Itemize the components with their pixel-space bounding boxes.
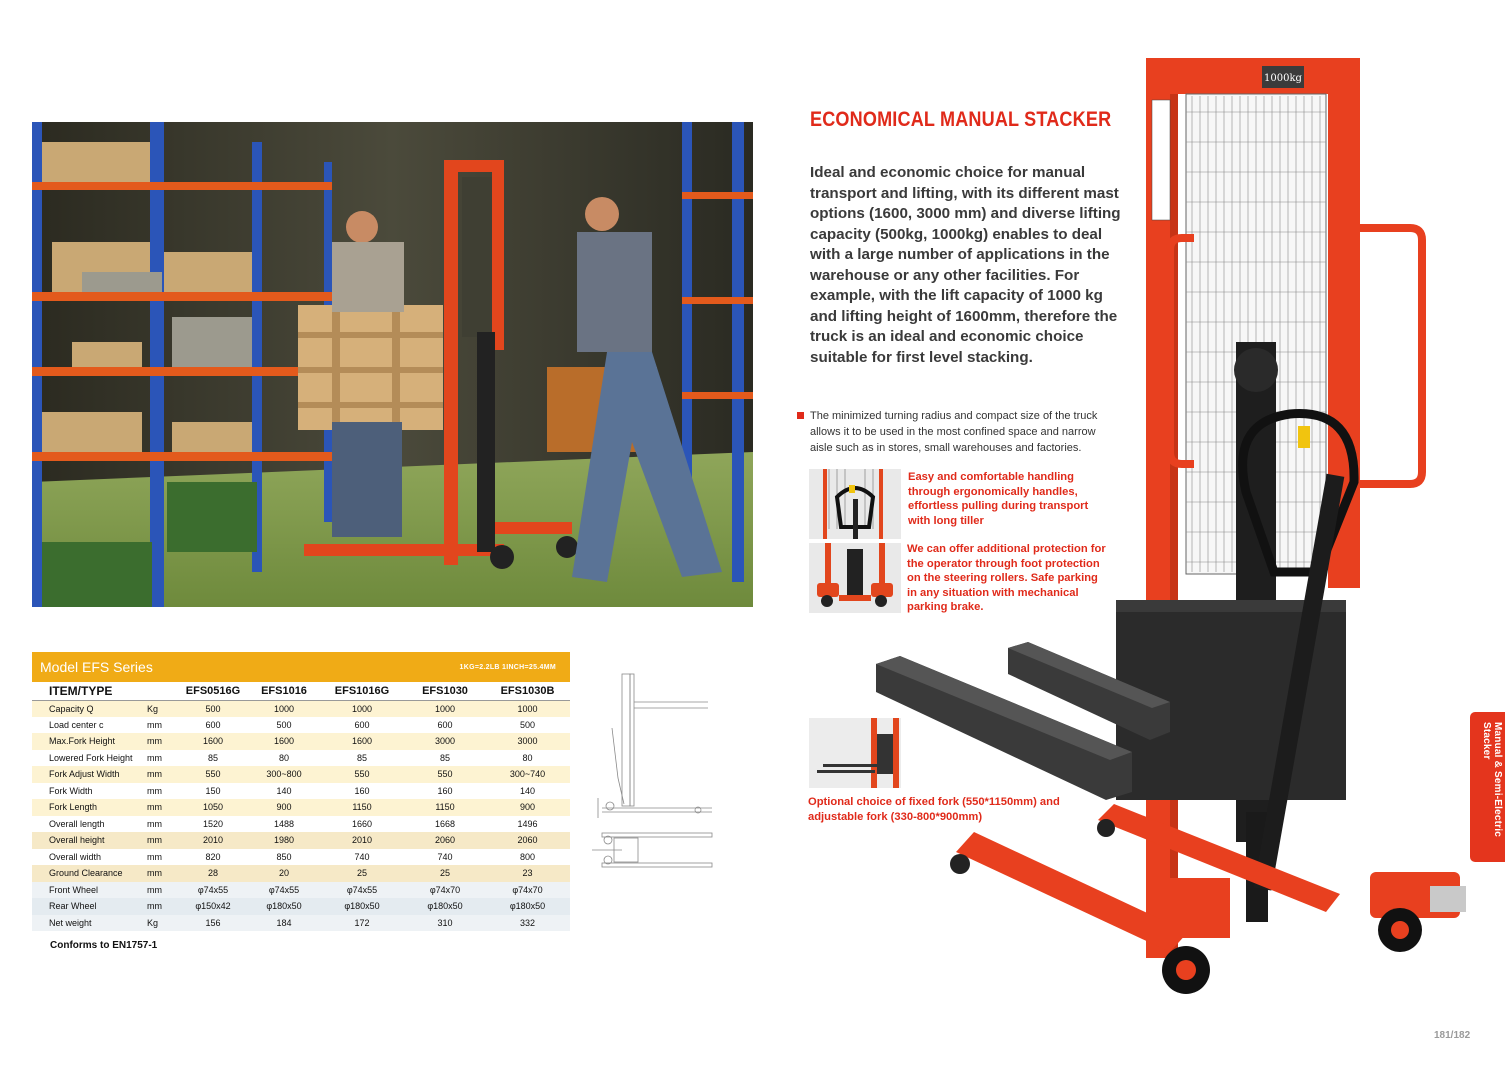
row-value: 2060: [485, 832, 570, 849]
table-row: [32, 898, 570, 915]
row-value: 80: [249, 750, 319, 767]
table-row: [32, 816, 570, 833]
row-label: Lowered Fork Height: [32, 750, 143, 767]
table-row: [32, 832, 570, 849]
bullet-text: The minimized turning radius and compact size of the truck allows it to be used in the most confined space and narrow aisle such as in stores, small warehouses and factories.: [810, 410, 1098, 454]
col-header: EFS1016G: [319, 682, 405, 700]
row-value: φ74x55: [177, 882, 249, 899]
feature-text-foot-protection: We can offer additional protection for the operator through foot protection on the steering rollers. Safe parking in any situation with mechanical parking brake.: [907, 543, 1106, 614]
row-value: 500: [485, 717, 570, 734]
row-unit: Kg: [143, 915, 177, 932]
row-value: 1600: [249, 733, 319, 750]
row-value: 1000: [249, 700, 319, 717]
row-value: 310: [405, 915, 485, 932]
row-unit: mm: [143, 750, 177, 767]
row-value: 23: [485, 865, 570, 882]
table-row: [32, 766, 570, 783]
row-value: φ180x50: [249, 898, 319, 915]
feature-text-handle: Easy and comfortable handling through ergonomically handles, effortless pulling during transport with long tiller: [908, 471, 1089, 527]
table-row: [32, 783, 570, 800]
row-value: 85: [405, 750, 485, 767]
row-value: 1668: [405, 816, 485, 833]
row-label: Overall length: [32, 816, 143, 833]
table-row: [32, 750, 570, 767]
row-value: φ180x50: [319, 898, 405, 915]
technical-drawing: [588, 668, 728, 890]
row-value: 900: [485, 799, 570, 816]
row-value: 740: [319, 849, 405, 866]
row-value: φ150x42: [177, 898, 249, 915]
col-header: [143, 682, 177, 700]
row-value: 1660: [319, 816, 405, 833]
spec-table-header-bar: [32, 652, 570, 682]
row-value: 160: [405, 783, 485, 800]
row-value: 550: [177, 766, 249, 783]
row-value: 1600: [319, 733, 405, 750]
page-title: ECONOMICAL MANUAL STACKER: [810, 108, 1112, 131]
table-row: [32, 700, 570, 717]
row-value: 150: [177, 783, 249, 800]
conformity-note: Conforms to EN1757-1: [50, 940, 158, 951]
row-value: 800: [485, 849, 570, 866]
row-unit: mm: [143, 783, 177, 800]
row-value: 140: [485, 783, 570, 800]
row-label: Rear Wheel: [32, 898, 143, 915]
table-row: [32, 733, 570, 750]
row-value: 2010: [177, 832, 249, 849]
row-value: 600: [177, 717, 249, 734]
row-unit: mm: [143, 865, 177, 882]
row-label: Capacity Q: [32, 700, 143, 717]
row-value: φ74x70: [485, 882, 570, 899]
row-value: 1520: [177, 816, 249, 833]
row-value: φ74x55: [249, 882, 319, 899]
row-value: 85: [319, 750, 405, 767]
row-value: 1496: [485, 816, 570, 833]
row-unit: mm: [143, 832, 177, 849]
row-label: Fork Width: [32, 783, 143, 800]
spec-header-row: [32, 682, 570, 700]
row-value: 550: [405, 766, 485, 783]
row-value: φ74x55: [319, 882, 405, 899]
row-unit: mm: [143, 799, 177, 816]
spec-table-panel: [32, 652, 570, 931]
col-header: EFS0516G: [177, 682, 249, 700]
row-value: 1150: [405, 799, 485, 816]
row-value: 1150: [319, 799, 405, 816]
intro-paragraph: Ideal and economic choice for manual transport and lifting, with its different mast options (1600, 3000 mm) and diverse lifting capacity (500kg, 1000kg) enables to deal with a large number of applications in the warehouse or any other facilities. For example, with the lift capacity of 1000 kg and lifting height of 1600mm, therefore the truck is an ideal and economic choice suitable for first level stacking.: [810, 164, 1121, 366]
row-value: 2060: [405, 832, 485, 849]
row-value: 300~740: [485, 766, 570, 783]
row-value: 156: [177, 915, 249, 932]
row-value: 1000: [319, 700, 405, 717]
row-value: 1600: [177, 733, 249, 750]
row-label: Overall height: [32, 832, 143, 849]
row-label: Max.Fork Height: [32, 733, 143, 750]
col-header: ITEM/TYPE: [32, 682, 143, 700]
row-value: 820: [177, 849, 249, 866]
table-row: [32, 882, 570, 899]
row-value: 500: [249, 717, 319, 734]
row-value: 28: [177, 865, 249, 882]
row-value: 85: [177, 750, 249, 767]
feature-text-forks: Optional choice of fixed fork (550*1150mm) and adjustable fork (330-800*900mm): [808, 796, 1060, 823]
row-value: 184: [249, 915, 319, 932]
page-number: 181/182: [1434, 1030, 1471, 1041]
row-value: φ74x70: [405, 882, 485, 899]
row-unit: mm: [143, 766, 177, 783]
row-unit: mm: [143, 898, 177, 915]
row-label: Net weight: [32, 915, 143, 932]
table-row: [32, 865, 570, 882]
row-value: 300~800: [249, 766, 319, 783]
row-unit: Kg: [143, 700, 177, 717]
row-value: 500: [177, 700, 249, 717]
spec-table: [32, 682, 570, 931]
table-row: [32, 849, 570, 866]
row-label: Overall width: [32, 849, 143, 866]
row-value: 1980: [249, 832, 319, 849]
row-value: 2010: [319, 832, 405, 849]
row-value: 20: [249, 865, 319, 882]
row-value: 160: [319, 783, 405, 800]
row-value: 25: [319, 865, 405, 882]
row-value: φ180x50: [485, 898, 570, 915]
row-value: 3000: [405, 733, 485, 750]
row-unit: mm: [143, 816, 177, 833]
row-value: 850: [249, 849, 319, 866]
bullet-square-icon: [797, 412, 804, 419]
row-value: 1488: [249, 816, 319, 833]
col-header: EFS1030B: [485, 682, 570, 700]
row-unit: mm: [143, 849, 177, 866]
unit-conversion-note: 1KG=2.2LB 1INCH=25.4MM: [459, 663, 556, 671]
row-unit: mm: [143, 717, 177, 734]
warehouse-photo: [32, 122, 753, 607]
row-value: 740: [405, 849, 485, 866]
row-label: Ground Clearance: [32, 865, 143, 882]
row-value: 1000: [405, 700, 485, 717]
row-value: 600: [405, 717, 485, 734]
row-value: 550: [319, 766, 405, 783]
row-value: 172: [319, 915, 405, 932]
row-value: 3000: [485, 733, 570, 750]
table-row: [32, 799, 570, 816]
warehouse-scene-illustration: [32, 122, 753, 607]
table-row: [32, 915, 570, 932]
mast-capacity-label: 1000kg: [1264, 73, 1302, 84]
row-value: 1050: [177, 799, 249, 816]
row-value: 140: [249, 783, 319, 800]
row-label: Load center c: [32, 717, 143, 734]
row-value: φ180x50: [405, 898, 485, 915]
section-side-tab-label: Manual & Semi-Electric Stacker: [1481, 722, 1503, 837]
stacker-product-image: [870, 52, 1470, 1012]
row-label: Fork Length: [32, 799, 143, 816]
row-value: 25: [405, 865, 485, 882]
col-header: EFS1016: [249, 682, 319, 700]
row-value: 1000: [485, 700, 570, 717]
row-value: 80: [485, 750, 570, 767]
row-label: Front Wheel: [32, 882, 143, 899]
col-header: EFS1030: [405, 682, 485, 700]
row-value: 900: [249, 799, 319, 816]
row-label: Fork Adjust Width: [32, 766, 143, 783]
row-unit: mm: [143, 882, 177, 899]
row-unit: mm: [143, 733, 177, 750]
section-side-tab: [1470, 712, 1505, 862]
row-value: 332: [485, 915, 570, 932]
table-row: [32, 717, 570, 734]
row-value: 600: [319, 717, 405, 734]
series-title: Model EFS Series: [40, 659, 153, 675]
